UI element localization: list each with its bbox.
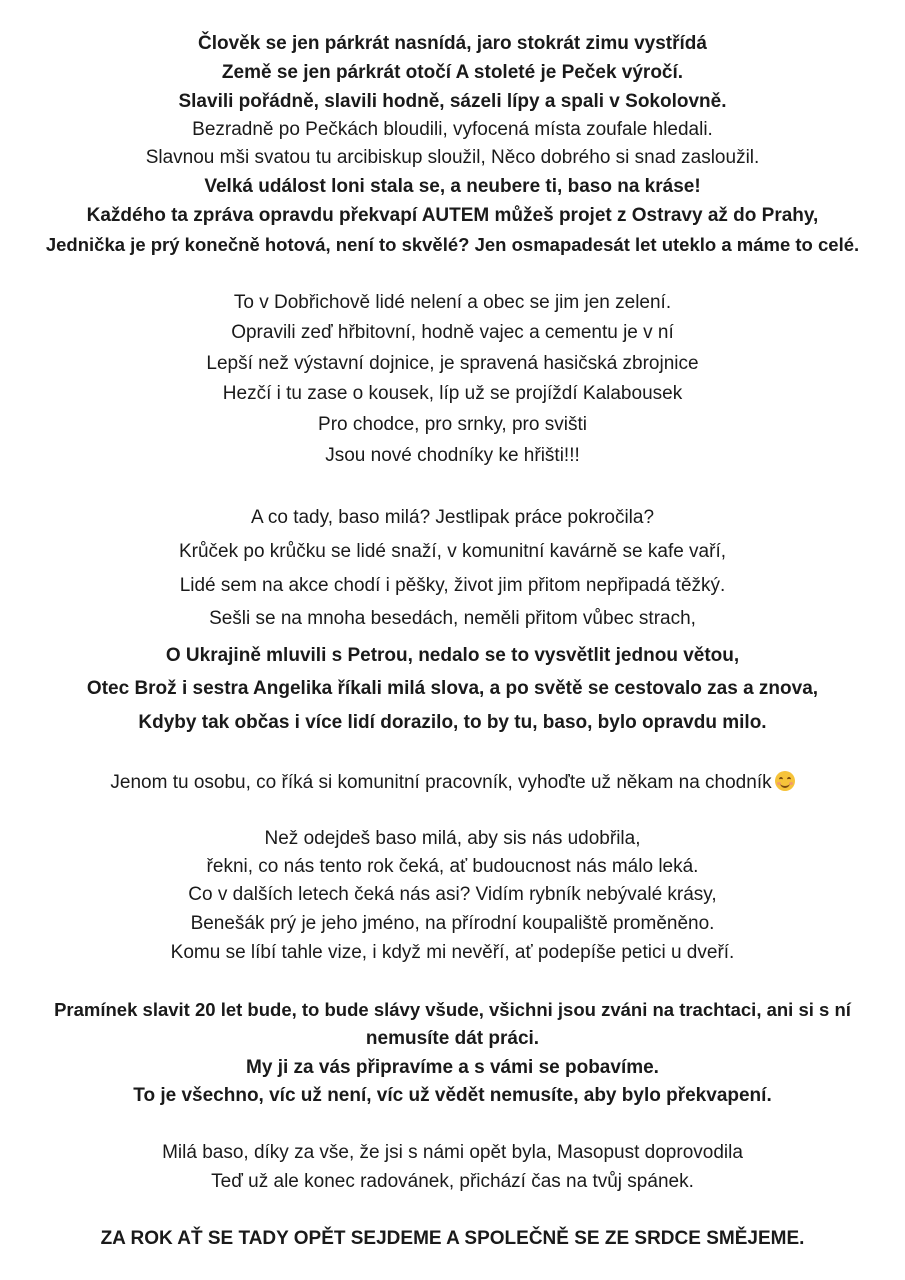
poem-line: Velká událost loni stala se, a neubere ti, baso na kráse!	[204, 176, 701, 197]
poem-line: nemusíte dát práci.	[365, 1028, 540, 1049]
poem-line-text: Jenom tu osobu, co říká si komunitní pracovník, vyhoďte už někam na chodník	[110, 772, 772, 793]
poem-line: My ji za vás připravíme a s vámi se pobavíme.	[246, 1057, 659, 1078]
poem-line: Krůček po krůčku se lidé snaží, v komunitní kavárně se kafe vaří,	[178, 541, 727, 562]
poem-line: Komu se líbí tahle vize, i když mi nevěří, ať podepíše petici u dveří.	[170, 942, 735, 963]
poem-line: A co tady, baso milá? Jestlipak práce pokročila?	[250, 507, 655, 528]
poem-line: Pro chodce, pro srnky, pro svišti	[318, 414, 587, 435]
poem-line: Milá baso, díky za vše, že jsi s námi opět byla, Masopust doprovodila	[162, 1142, 743, 1163]
poem-line: O Ukrajině mluvili s Petrou, nedalo se to vysvětlit jednou větou,	[165, 645, 740, 666]
closing-line: ZA ROK AŤ SE TADY OPĚT SEJDEME A SPOLEČNĚ SE ZE SRDCE SMĚJEME.	[100, 1228, 805, 1249]
poem-line: řekni, co nás tento rok čeká, ať budoucnost nás málo leká.	[206, 856, 699, 877]
poem-line: Jednička je prý konečně hotová, není to skvělé? Jen osmapadesát let uteklo a máme to celé.	[45, 234, 860, 255]
poem-line-with-emoji	[0, 770, 905, 796]
poem-line: Každého ta zpráva opravdu překvapí AUTEM můžeš projet z Ostravy až do Prahy,	[86, 205, 819, 226]
smiling-face-icon	[775, 771, 795, 791]
poem-line: Jsou nové chodníky ke hřišti!!!	[325, 445, 580, 466]
poem-line: Pramínek slavit 20 let bude, to bude slávy všude, všichni jsou zváni na trachtaci, ani si s ní	[54, 999, 851, 1020]
poem-line: Bezradně po Pečkách bloudili, vyfocená místa zoufale hledali.	[192, 119, 713, 140]
poem-line: Teď už ale konec radovánek, přichází čas na tvůj spánek.	[211, 1171, 694, 1192]
poem-line: Benešák prý je jeho jméno, na přírodní koupaliště proměněno.	[190, 913, 715, 934]
poem-line: To je všechno, víc už není, víc už vědět nemusíte, aby bylo překvapení.	[133, 1085, 772, 1106]
poem-line: Otec Brož i sestra Angelika říkali milá slova, a po světě se cestovalo zas a znova,	[86, 678, 819, 699]
poem-line: Opravili zeď hřbitovní, hodně vajec a cementu je v ní	[231, 322, 674, 343]
poem-line: To v Dobřichově lidé nelení a obec se jim jen zelení.	[233, 292, 672, 313]
poem-line: Lepší než výstavní dojnice, je spravená hasičská zbrojnice	[206, 353, 699, 374]
poem-line: Co v dalších letech čeká nás asi? Vidím rybník nebývalé krásy,	[188, 884, 717, 905]
poem-line: Kdyby tak občas i více lidí dorazilo, to by tu, baso, bylo opravdu milo.	[138, 712, 767, 733]
poem-line: Než odejdeš baso milá, aby sis nás udobřila,	[264, 828, 641, 849]
poem-line: Hezčí i tu zase o kousek, líp už se projíždí Kalabousek	[222, 383, 683, 404]
poem-line: Člověk se jen párkrát nasnídá, jaro stokrát zimu vystřídá	[198, 33, 707, 54]
poem-line: Slavili pořádně, slavili hodně, sázeli lípy a spali v Sokolovně.	[178, 91, 727, 112]
poem-line: Země se jen párkrát otočí A stoleté je Peček výročí.	[221, 62, 684, 83]
poem-line: Slavnou mši svatou tu arcibiskup sloužil, Něco dobrého si snad zasloužil.	[145, 147, 760, 168]
poem-line: Sešli se na mnoha besedách, neměli přitom vůbec strach,	[209, 608, 696, 629]
poem-line: Lidé sem na akce chodí i pěšky, život jim přitom nepřipadá těžký.	[179, 575, 726, 596]
